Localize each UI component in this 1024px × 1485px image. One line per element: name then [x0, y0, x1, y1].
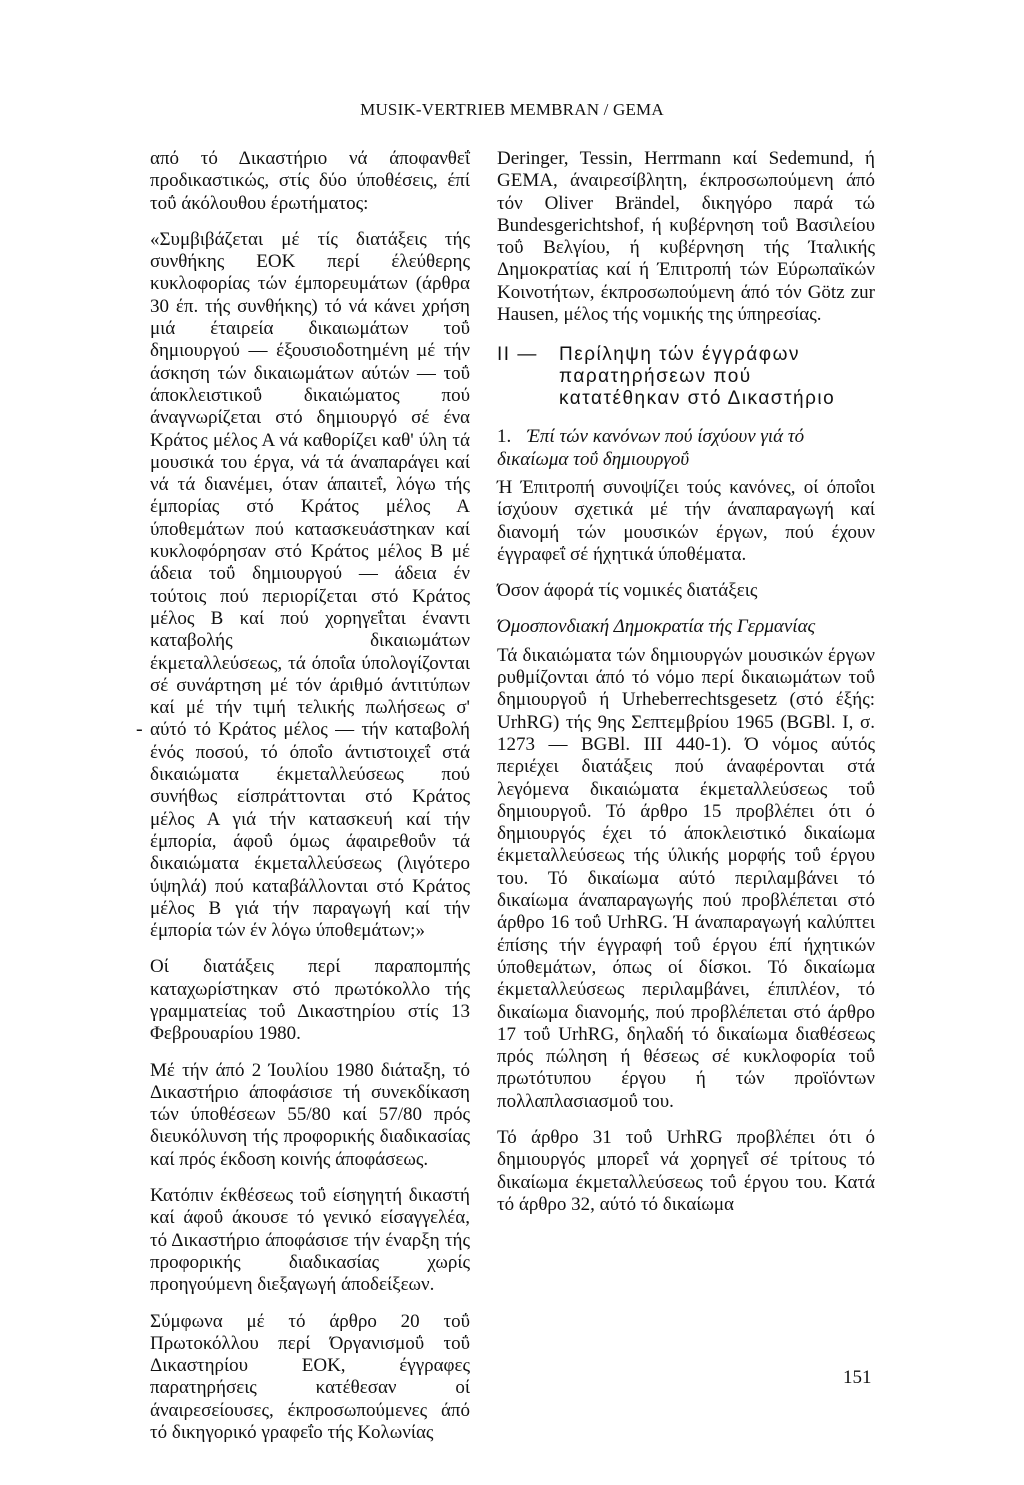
- paragraph: Μέ τήν άπό 2 Ίουλίου 1980 διάταξη, τό Δικαστήριο άποφάσισε τή συνεκδίκαση τών ύποθέσεων 55/80 καί 57/80 πρός διευκόλυνση τής προφορικής διαδικασίας καί πρός έκδοση κοινής άποφάσεως.: [150, 1059, 470, 1170]
- page-number: 151: [843, 1367, 872, 1388]
- paragraph: Οί διατάξεις περί παραπομπής καταχωρίστηκαν στό πρωτόκολλο τής γραμματείας τοΰ Δικαστηρίου στίς 13 Φεβρουαρίου 1980.: [150, 956, 470, 1045]
- paragraph: Τά δικαιώματα τών δημιουργών μουσικών έργων ρυθμίζονται άπό τό νόμο περί δικαιωμάτων τοΰ δημιουργοΰ ή Urheberrechtsgesetz (στό έξής: UrhRG) τής 9ης Σεπτεμβρίου 1965 (BGBl. I, σ. 1273 — BGBl. III 440-1). Ό νόμος αύτός περιέχει διατάξεις πού άναφέρονται στά λεγόμενα δικαιώματα έκμεταλλεύσεως τοΰ δημιουργοΰ. Τό άρθρο 15 προβλέπει ότι ό δημιουργός έχει τό άποκλειστικό δικαίωμα έκμεταλλεύσεως τής ύλικής μορφής τοΰ έργου του. Τό δικαίωμα αύτό περιλαμβάνει τό δικαίωμα άναπαραγωγής πού προβλέπεται στό άρθρο 16 τοΰ UrhRG. Ή άναπαραγωγή καλύπτει έπίσης τήν έγγραφή τοΰ έργου έπί ήχητικών ύποθεμάτων, όπως οί δίσκοι. Τό δικαίωμα έκμεταλλεύσεως περιλαμβάνει, έπιπλέον, τό δικαίωμα διανομής, πού προβλέπεται στό άρθρο 17 τοΰ UrhRG, δηλαδή τό δικαίωμα διαθέσεως πρός πώληση ή θέσεως σέ κυκλοφορία τοΰ πρωτότυπου έργου ή τών προϊόντων πολλαπλασιασμοΰ του.: [497, 644, 875, 1112]
- paragraph: από τό Δικαστήριο νά άποφανθεΐ προδικαστικώς, στίς δύο ύποθέσεις, έπί τοΰ άκόλουθου έρωτήματος:: [150, 148, 470, 214]
- paragraph: Όσον άφορά τίς νομικές διατάξεις: [497, 580, 758, 602]
- sub-heading: [497, 426, 875, 471]
- paragraph: Τό άρθρο 31 τοΰ UrhRG προβλέπει ότι ό δημιουργός μπορεΐ νά χορηγεΐ σέ τρίτους τό δικαίωμα έκμεταλλεύσεως τοΰ έργου του. Κατά τό άρθρο 32, αύτό τό δικαίωμα: [497, 1126, 875, 1215]
- running-head: MUSIK-VERTRIEB MEMBRAN / GEMA: [360, 100, 664, 119]
- section-heading: [497, 344, 875, 410]
- paragraph: Deringer, Tessin, Herrmann καί Sedemund, ή GEMA, άναιρεσίβλητη, έκπροσωπούμενη άπό τόν Oliver Brändel, δικηγόρο παρά τώ Bundesgerichtshof, ή κυβέρνηση τοΰ Βασιλείου τοΰ Βελγίου, ή κυβέρνηση τής Ίταλικής Δημοκρατίας καί ή Έπιτροπή τών Εύρωπαϊκών Κοινοτήτων, έκπροσωπούμενη άπό τόν Götz zur Hausen, μέλος τής νομικής της ύπηρεσίας.: [497, 148, 875, 326]
- paragraph: Σύμφωνα μέ τό άρθρο 20 τοΰ Πρωτοκόλλου περί Όργανισμοΰ τοΰ Δικαστηρίου ΕΟΚ, έγγραφες παρατηρήσεις κατέθεσαν οί άναιρεσείουσες, έκπροσωπούμενες άπό τό δικηγορικό γραφεΐο τής Κολωνίας: [150, 1310, 470, 1444]
- sub-heading-title: Έπί τών κανόνων πού ίσχύουν γιά τό δικαίωμα τοΰ δημιουργοΰ: [497, 426, 805, 470]
- left-column: [150, 148, 470, 1458]
- quoted-question: «Συμβιβάζεται μέ τίς διατάξεις τής συνθήκης ΕΟΚ περί έλεύθερης κυκλοφορίας τών έμπορευμάτων (άρθρα 30 έπ. τής συνθήκης) τό νά κάνει χρήση μιά έταιρεία δικαιωμάτων τοΰ δημιουργού — έξουσιοδοτημένη μέ τήν άσκηση τών δικαιωμάτων αύτών — τοΰ άποκλειστικοΰ δικαιώματος πού άναγνωρίζεται στό δημιουργό σέ ένα Κράτος μέλος Α νά καθορίζει καθ' ύλη τά μουσικά του έργα, νά τά άναπαράγει καί νά τά διανέμει, όταν άπαιτεΐ, λόγω τής έμπορίας στό Κράτος μέλος Α ύποθεμάτων πού κατασκευάστηκαν καί κυκλοφόρησαν στό Κράτος μέλος Β μέ άδεια τοΰ δημιουργού — άδεια έν τούτοις πού περιορίζεται στό Κράτος μέλος Β καί πού χορηγεΐται έναντι καταβολής δικαιωμάτων έκμεταλλεύσεως, τά όποΐα ύπολογίζονται σέ συνάρτηση μέ τόν άριθμό άντιτύπων καί μέ τήν τιμή τελικής πωλήσεως σ' αύτό τό Κράτος μέλος — τήν καταβολή ένός ποσού, τό όποΐο άντιστοιχεΐ στά δικαιώματα έκμεταλλεύσεως πού συνήθως είσπράττονται στό Κράτος μέλος Α γιά τήν κατασκευή καί τήν έμπορία, άφοΰ όμως άφαιρεθοΰν τά δικαιώματα έκμεταλλεύσεως (λιγότερο ύψηλά) πού καταβάλλονται στό Κράτος μέλος Β γιά τήν παραγωγή καί τήν έμπορία τών έν λόγω ύποθεμάτων;»: [150, 228, 470, 942]
- section-title: Περίληψη τών έγγράφων παρατηρήσεων πού κατατέθηκαν στό Δικαστήριο: [559, 344, 836, 410]
- margin-mark: -: [136, 718, 143, 740]
- country-heading: Όμοσπονδιακή Δημοκρατία τής Γερμανίας: [497, 616, 816, 638]
- sub-heading-number: 1.: [497, 426, 512, 448]
- right-column: [497, 148, 875, 1230]
- paragraph: Κατόπιν έκθέσεως τοΰ είσηγητή δικαστή καί άφοΰ άκουσε τό γενικό είσαγγελέα, τό Δικαστήριο άποφάσισε τήν έναρξη τής προφορικής διαδικασίας χωρίς προηγούμενη διεξαγωγή άποδείξεων.: [150, 1185, 470, 1296]
- paragraph: Ή Έπιτροπή συνοψίζει τούς κανόνες, οί όποΐοι ίσχύουν σχετικά μέ τήν άναπαραγωγή καί διανομή τών μουσικών έργων, πού έχουν έγγραφεΐ σέ ήχητικά ύποθέματα.: [497, 476, 875, 565]
- section-number: II —: [497, 344, 538, 366]
